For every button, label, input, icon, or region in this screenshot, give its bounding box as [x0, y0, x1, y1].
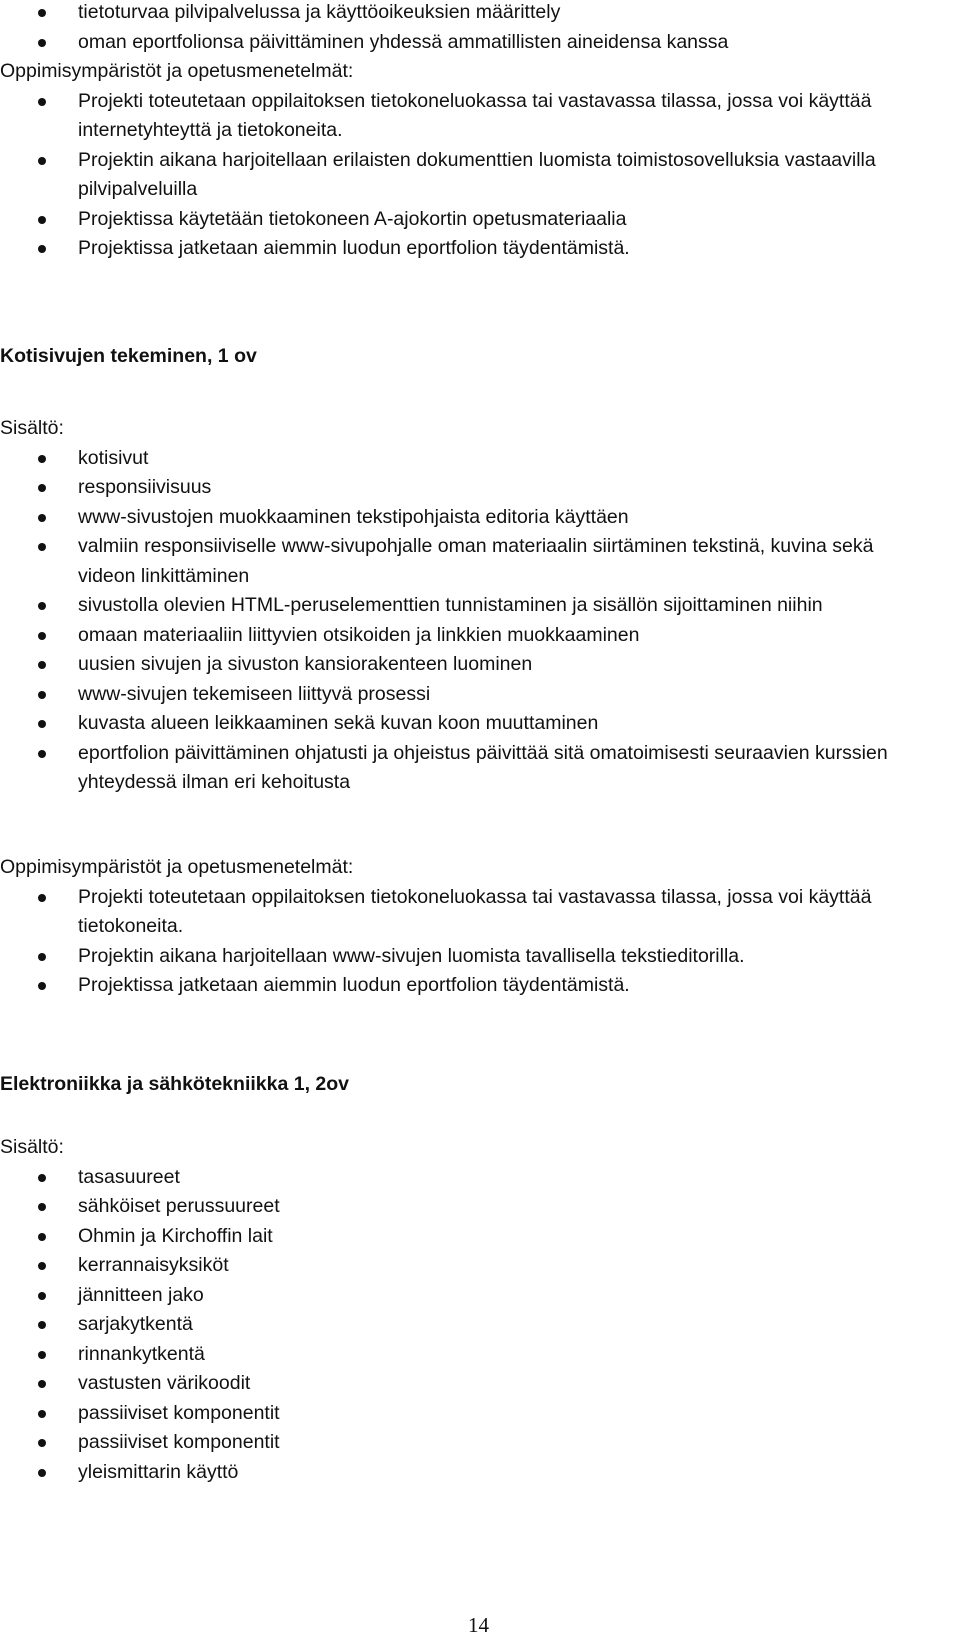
- list-item: uusien sivujen ja sivuston kansiorakenteen luominen: [0, 650, 930, 680]
- list-item: omaan materiaaliin liittyvien otsikoiden ja linkkien muokkaaminen: [0, 621, 930, 651]
- list-item: Projektissa käytetään tietokoneen A-ajokortin opetusmateriaalia: [0, 205, 930, 235]
- list-item: oman eportfolionsa päivittäminen yhdessä ammatillisten aineidensa kanssa: [0, 28, 930, 58]
- list-item: Projektissa jatketaan aiemmin luodun eportfolion täydentämistä.: [0, 234, 930, 264]
- list-item: Projektin aikana harjoitellaan www-sivujen luomista tavallisella tekstieditorilla.: [0, 942, 930, 972]
- list-item: passiiviset komponentit: [0, 1399, 930, 1429]
- list-item: sarjakytkentä: [0, 1310, 930, 1340]
- list-item: Projekti toteutetaan oppilaitoksen tietokoneluokassa tai vastavassa tilassa, jossa voi käyttää internetyhteyttä ja tietokoneita.: [0, 87, 930, 146]
- list-item: yleismittarin käyttö: [0, 1458, 930, 1488]
- list-item: Projekti toteutetaan oppilaitoksen tietokoneluokassa tai vastavassa tilassa, jossa voi käyttää tietokoneita.: [0, 883, 930, 942]
- intro-list: [0, 0, 930, 57]
- list-item: Ohmin ja Kirchoffin lait: [0, 1222, 930, 1252]
- list-item: kotisivut: [0, 444, 930, 474]
- section-title-elektroniikka: Elektroniikka ja sähkötekniikka 1, 2ov: [0, 1073, 350, 1095]
- list-item: kuvasta alueen leikkaaminen sekä kuvan koon muuttaminen: [0, 709, 930, 739]
- list-item: vastusten värikoodit: [0, 1369, 930, 1399]
- elektroniikka-content: [0, 1133, 930, 1487]
- list-item: kerrannaisyksiköt: [0, 1251, 930, 1281]
- intro-env-list: [0, 87, 930, 264]
- list-item: rinnankytkentä: [0, 1340, 930, 1370]
- elektroniikka-content-list: [0, 1163, 930, 1488]
- content-label: Sisältö:: [0, 417, 64, 439]
- content-label: Sisältö:: [0, 1136, 64, 1158]
- list-item: www-sivustojen muokkaaminen tekstipohjaista editoria käyttäen: [0, 503, 930, 533]
- list-item: sivustolla olevien HTML-peruselementtien tunnistaminen ja sisällön sijoittaminen niihin: [0, 591, 930, 621]
- kotisivut-content: [0, 414, 930, 798]
- list-item: sähköiset perussuureet: [0, 1192, 930, 1222]
- list-item: Projektissa jatketaan aiemmin luodun eportfolion täydentämistä.: [0, 971, 930, 1001]
- kotisivut-content-list: [0, 444, 930, 798]
- list-item: valmiin responsiiviselle www-sivupohjalle oman materiaalin siirtäminen tekstinä, kuvina sekä videon linkittäminen: [0, 532, 930, 591]
- list-item: tasasuureet: [0, 1163, 930, 1193]
- intro-section: [0, 0, 930, 264]
- list-item: jännitteen jako: [0, 1281, 930, 1311]
- kotisivut-env: [0, 853, 930, 1001]
- env-label: Oppimisympäristöt ja opetusmenetelmät:: [0, 856, 354, 878]
- env-label: Oppimisympäristöt ja opetusmenetelmät:: [0, 60, 354, 82]
- list-item: tietoturvaa pilvipalvelussa ja käyttöoikeuksien määrittely: [0, 0, 930, 28]
- list-item: www-sivujen tekemiseen liittyvä prosessi: [0, 680, 930, 710]
- list-item: responsiivisuus: [0, 473, 930, 503]
- list-item: eportfolion päivittäminen ohjatusti ja ohjeistus päivittää sitä omatoimisesti seuraavien kurssien yhteydessä ilman eri kehoitusta: [0, 739, 930, 798]
- list-item: passiiviset komponentit: [0, 1428, 930, 1458]
- section-title-kotisivut: Kotisivujen tekeminen, 1 ov: [0, 345, 257, 367]
- page-number: 14: [468, 1613, 489, 1637]
- kotisivut-env-list: [0, 883, 930, 1001]
- list-item: Projektin aikana harjoitellaan erilaisten dokumenttien luomista toimistosovelluksia vastaavilla pilvipalveluilla: [0, 146, 930, 205]
